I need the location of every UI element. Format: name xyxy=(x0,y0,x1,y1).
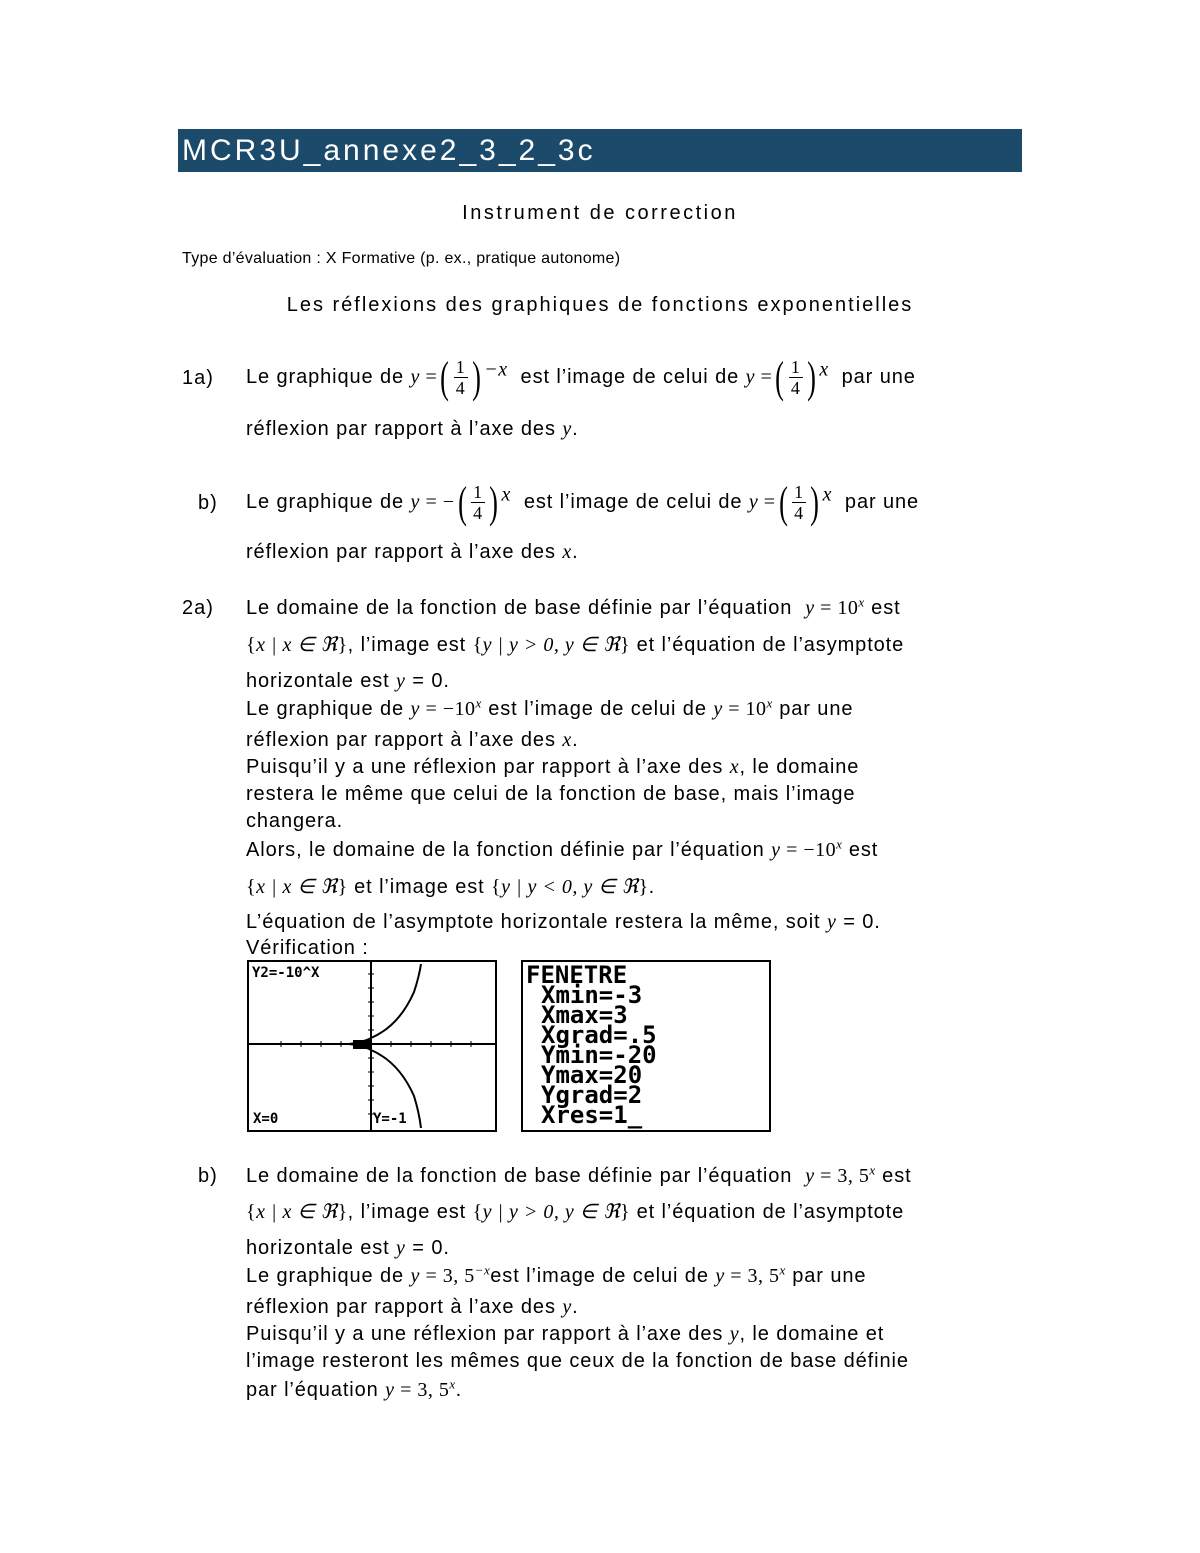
fraction-one-quarter: $\frac{1}{4}$ xyxy=(790,357,801,399)
q2a-line2: {x | x ∈ ℜ}, l’image est {y | y > 0, y ∈ ℜ} et l’équation de l’asymptote xyxy=(246,634,905,656)
document-subtitle: Instrument de correction xyxy=(462,202,738,224)
window-row-xgrad: Xgrad=.5 xyxy=(541,1021,657,1049)
trace-cursor xyxy=(353,1040,371,1049)
graph-y-readout: Y=-1 xyxy=(373,1111,407,1127)
q2a-line8: changera. xyxy=(246,810,344,832)
q2b-line3: horizontale est y = 0. xyxy=(246,1237,450,1259)
q2b-line2: {x | x ∈ ℜ}, l’image est {y | y > 0, y ∈ ℜ} et l’équation de l’asymptote xyxy=(246,1201,905,1223)
window-row-xmin: Xmin=-3 xyxy=(541,981,643,1009)
q2a-line10: {x | x ∈ ℜ} et l’image est {y | y < 0, y ∈ ℜ}. xyxy=(246,876,656,898)
q2b-line5: réflexion par rapport à l’axe des y. xyxy=(246,1296,579,1318)
window-title: FENETRE xyxy=(526,961,628,989)
q1b-line2: réflexion par rapport à l’axe des x. xyxy=(246,541,579,563)
window-row-ygrad: Ygrad=2 xyxy=(541,1081,643,1109)
document-title-banner xyxy=(178,129,1022,172)
q2a-line3: horizontale est y = 0. xyxy=(246,670,450,692)
q2a-line11: L’équation de l’asymptote horizontale restera la même, soit y = 0. xyxy=(246,911,881,933)
calculator-window-screen xyxy=(521,960,771,1132)
question-label-1a: 1a) xyxy=(182,367,214,389)
q2a-line12: Vérification : xyxy=(246,937,369,959)
topic-heading: Les réflexions des graphiques de fonctions exponentielles xyxy=(286,294,914,316)
q2a-line6: Puisqu’il y a une réflexion par rapport à l’axe des x, le domaine xyxy=(246,756,860,778)
fraction-one-quarter: $\frac{1}{4}$ xyxy=(794,482,805,524)
q2a-line4: Le graphique de $y = -10^x$ est l’image de celui de $y = 10^x$ par une xyxy=(246,695,854,720)
q2a-line9: Alors, le domaine de la fonction définie par l’équation $y = -10^x$ est xyxy=(246,836,879,861)
window-row-xres: Xres=1_ xyxy=(541,1101,643,1129)
q2a-line1: Le domaine de la fonction de base définie par l’équation $y = 10^x$ est xyxy=(246,594,901,619)
q2b-line8: par l’équation y = 3, 5$^x$. xyxy=(246,1376,463,1401)
document-title: MCR3U_annexe2_3_2_3c xyxy=(182,134,596,167)
evaluation-type: Type d’évaluation : X Formative (p. ex., pratique autonome) xyxy=(182,250,621,267)
q2b-line1: Le domaine de la fonction de base définie par l’équation y = 3, 5$^x$ est xyxy=(246,1162,912,1187)
question-label-1b: b) xyxy=(198,492,218,514)
q1b-line1: Le graphique de y = −( $\frac{1}{4}$ ) $^x$ est l’image de celui de y =( $\frac{1}{4}$ ) $^x$ par une xyxy=(246,477,920,527)
q2b-line6: Puisqu’il y a une réflexion par rapport à l’axe des y, le domaine et xyxy=(246,1323,885,1345)
q1a-line2: réflexion par rapport à l’axe des y. xyxy=(246,418,579,440)
q2b-line7: l’image resteront les mêmes que ceux de la fonction de base définie xyxy=(246,1350,909,1372)
question-label-2a: 2a) xyxy=(182,597,214,619)
q2a-line7: restera le même que celui de la fonction de base, mais l’image xyxy=(246,783,856,805)
graph-function-label: Y2=-10^X xyxy=(252,965,320,981)
q1a-line1: Le graphique de y =( $\frac{1}{4}$ ) $^{-x}$ est l’image de celui de y =( $\frac{1}{4}$ ) $^x$ par une xyxy=(246,352,916,402)
question-label-2b: b) xyxy=(198,1165,218,1187)
fraction-one-quarter: $\frac{1}{4}$ xyxy=(473,482,483,524)
calculator-graph-screen xyxy=(247,960,497,1132)
fraction-one-quarter: $\frac{1}{4}$ xyxy=(455,357,466,399)
graph-x-readout: X=0 xyxy=(253,1111,279,1127)
q2b-line4: Le graphique de y = 3, $5^{-x}est$ l’image de celui de y = 3, 5$^x$ par une xyxy=(246,1262,867,1287)
q2a-line5: réflexion par rapport à l’axe des x. xyxy=(246,729,579,751)
window-row-ymin: Ymin=-20 xyxy=(541,1041,657,1069)
window-row-xmax: Xmax=3 xyxy=(541,1001,628,1029)
window-row-ymax: Ymax=20 xyxy=(541,1061,643,1089)
curve-y-10x xyxy=(349,964,421,1044)
calculator-graph xyxy=(249,962,495,1130)
